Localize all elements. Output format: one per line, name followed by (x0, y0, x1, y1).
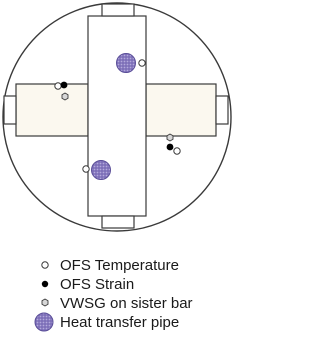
legend-label-vwsg: VWSG on sister bar (60, 295, 193, 312)
heat-transfer-pipe-top-icon (117, 54, 136, 73)
legend-item-vwsg (42, 295, 193, 312)
ofs-strain-sensor-left (61, 82, 68, 89)
horizontal-arm-left (16, 84, 88, 136)
left-end-block (4, 96, 16, 124)
ofs-temperature-sensor-top (139, 60, 145, 66)
legend-item-ofs-strain (42, 276, 134, 293)
bottom-end-block (102, 216, 134, 228)
vwsg-sensor-right-icon (167, 134, 173, 141)
ofs-temperature-open-circle-icon (42, 262, 48, 268)
ofs-strain-sensor-right (167, 144, 174, 151)
horizontal-arm-right (146, 84, 216, 136)
ofs-temperature-sensor-left (55, 83, 61, 89)
ofs-temperature-sensor-right (174, 148, 180, 154)
ofs-strain-filled-dot-icon (42, 281, 48, 287)
vwsg-hexagon-icon (42, 299, 48, 306)
legend-item-heat-transfer-pipe (35, 313, 179, 331)
heat-transfer-pipe-bottom-icon (92, 161, 111, 180)
vwsg-sensor-left-icon (62, 93, 68, 100)
legend-label-ofs-temperature: OFS Temperature (60, 257, 179, 274)
legend-item-ofs-temperature (42, 257, 179, 274)
ofs-temperature-sensor-bottom (83, 166, 89, 172)
legend-label-ofs-strain: OFS Strain (60, 276, 135, 293)
legend-label-heat-transfer-pipe: Heat transfer pipe (60, 314, 180, 331)
right-end-block (216, 96, 228, 124)
legend (35, 257, 193, 331)
heat-transfer-pipe-icon (35, 313, 53, 331)
top-end-block (102, 4, 134, 16)
vertical-arm (88, 16, 146, 216)
